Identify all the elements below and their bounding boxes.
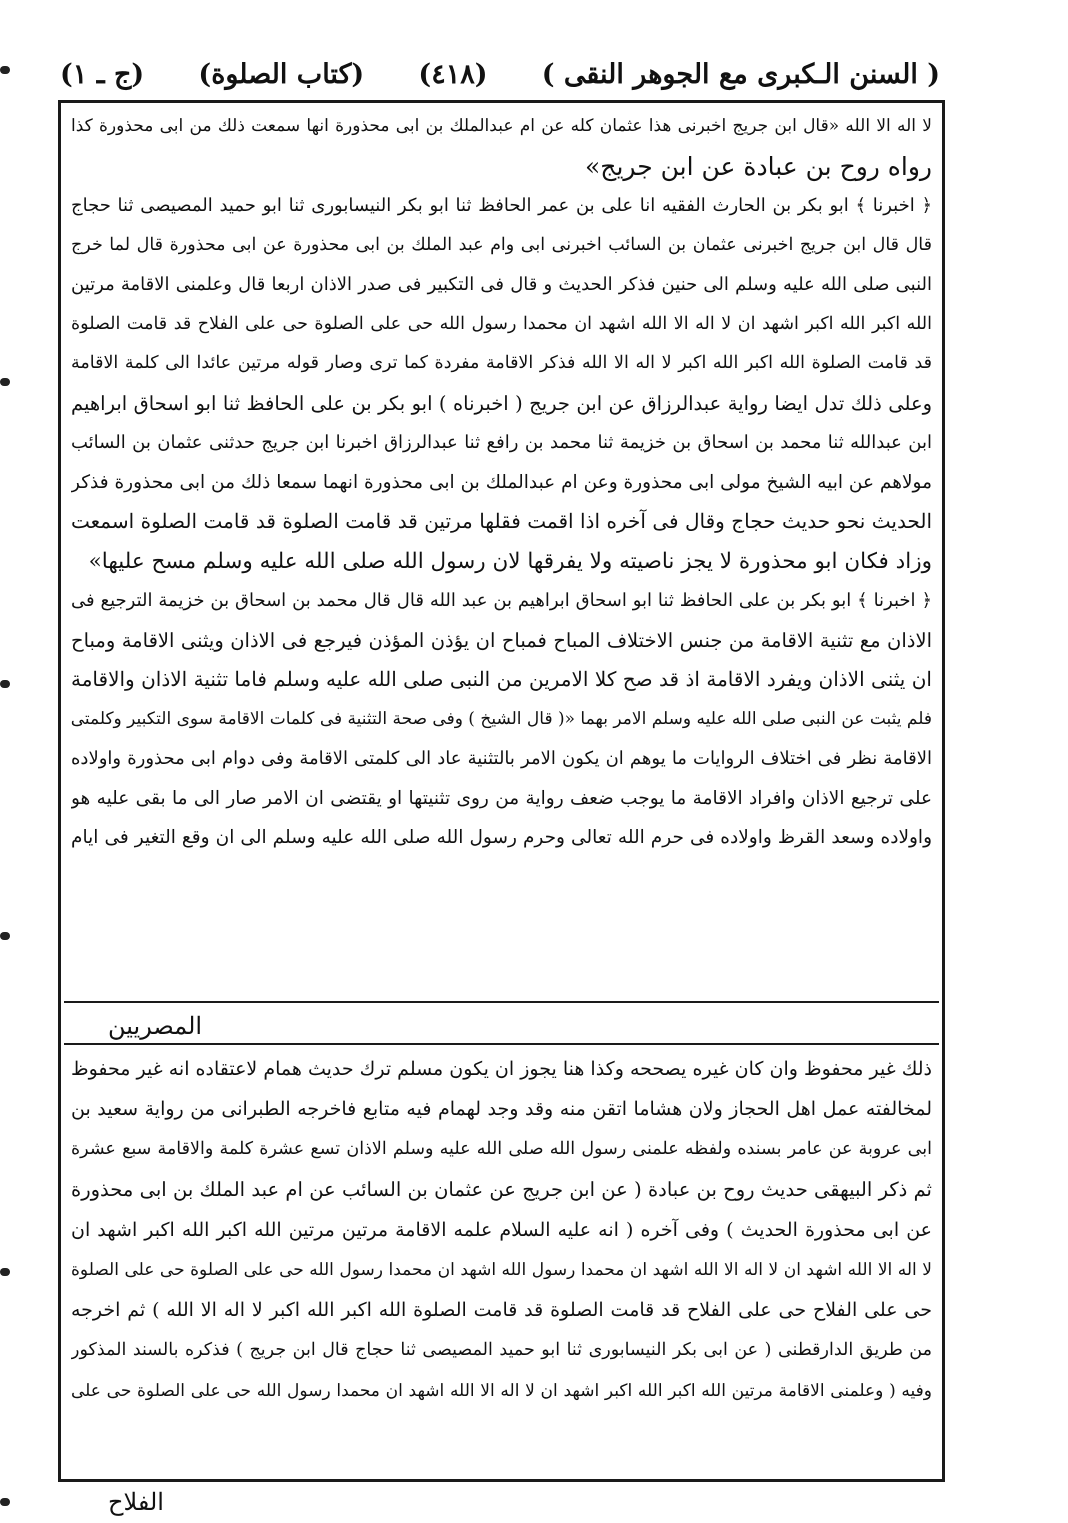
margin-mark	[0, 1498, 10, 1506]
text-line: قال قال ابن جريج اخبرنى عثمان بن السائب اخبرنى ابى وام عبد الملك بن ابى محذورة عن ابى محذورة قال لما خرج	[71, 234, 932, 255]
text-line: مولاهم عن ابيه الشيخ مولى ابى محذورة وعن ام عبدالملك بن ابى محذورة انهما سمعا ذلك من ابى محذورة فذكر	[71, 471, 932, 493]
main-text	[71, 107, 932, 999]
text-line: وزاد فكان ابو محذورة لا يجز ناصيته ولا يفرقها لان رسول الله صلى الله عليه وسلم مسح عليها»	[88, 548, 932, 574]
text-line: الاذان مع تثنية الاقامة من جنس الاختلاف المباح فمباح ان يؤذن المؤذن فيرجع فى الاذان ويثنى الاقامة ومباح	[71, 628, 932, 652]
text-line: واولاده وسعد القرظ واولاده فى حرم الله تعالى وحرم رسول الله صلى الله عليه وسلم الى ان وقع التغير فى ايام	[71, 827, 932, 848]
text-line: الحديث نحو حديث حجاج وقال فى آخره اذا اقمت فقلها مرتين قد قامت الصلوة قد قامت الصلوة اسمعت	[71, 509, 932, 533]
margin-mark	[0, 1268, 10, 1276]
text-line: لا اله الا الله «قال ابن جريج اخبرنى هذا عثمان كله عن ام عبدالملك بن ابى محذورة انها سمعت ذلك من ابى محذورة كذا	[71, 116, 932, 136]
text-line: فلم يثبت عن النبى صلى الله عليه وسلم الامر بهما «( قال الشيخ ) وفى صحة التثنية فى كلمات الاقامة سوى التكبير وكلمتى	[71, 708, 932, 729]
text-line: على ترجيع الاذان وافراد الاقامة ما يوجب ضعف رواية من روى تثنيتها او يقتضى ان الامر صار الى ما بقى عليه هو	[71, 787, 932, 809]
margin-mark	[0, 378, 10, 386]
text-line: ابن عبدالله ثنا محمد بن اسحاق بن خزيمة ثنا محمد بن رافع ثنا عبدالرزاق اخبرنا ابن جريج حدثنى عثمان بن السائب	[71, 432, 932, 453]
text-line: ثم ذكر البيهقى حديث روح بن عبادة ( عن ابن جريج عن عثمان بن السائب عن ام عبد الملك بن ابى محذورة	[71, 1177, 932, 1201]
margin-mark	[0, 66, 10, 74]
text-line: ﴿ اخبرنا ﴾ ابو بكر بن الحارث الفقيه انا على بن عمر الحافظ ثنا ابو بكر النيسابورى ثنا ابو حميد المصيصى ثنا حجاج	[71, 195, 932, 216]
text-line: رواه روح بن عبادة عن ابن جريج»	[585, 151, 932, 181]
text-line: ابى عروبة عن عامر بسنده ولفظه علمنى رسول الله صلى الله عليه وسلم الاذان تسع عشرة كلمة والاقامة سبع عشرة	[71, 1139, 932, 1160]
margin-mark	[0, 932, 10, 940]
text-line: النبى صلى الله عليه وسلم الى حنين فذكر الحديث و قال فى التكبير فى صدر الاذان اربعا قال وعلمنى الاقامة مرتين	[71, 274, 932, 295]
separator-rule	[64, 1001, 939, 1003]
text-line: الله اكبر الله اكبر اشهد ان لا اله الا الله اشهد ان محمدا رسول الله حى على الصلوة حى على الفلاح قد قامت الصلوة	[71, 313, 932, 334]
text-line: عن ابى محذورة الحديث ) وفى آخره ( انه عليه السلام علمه الاقامة مرتين مرتين الله اكبر الله اكبر اشهد ان	[71, 1218, 932, 1241]
text-line: حى على الفلاح حى على الفلاح قد قامت الصلوة قد قامت الصلوة الله اكبر الله اكبر لا اله الا الله ) ثم اخرجه	[71, 1299, 932, 1322]
book-title: ( السنن الـكبرى مع الجوهر النقى )	[541, 58, 940, 90]
text-line: الاقامة نظر فى اختلاف الروايات ما يوهم ان يكون الامر بالتثنية عاد الى كلمتى الاقامة وفى دوام ابى محذورة واولاده	[71, 748, 932, 769]
text-line: من طريق الدارقطنى ( عن ابى بكر النيسابورى ثنا ابو حميد المصيصى ثنا حجاج قال ابن جريج ) فذكره بالسند المذكور	[71, 1340, 932, 1361]
running-header	[60, 52, 940, 96]
page-number: (٤١٨)	[418, 58, 488, 90]
commentary-rule	[64, 1043, 939, 1045]
lower-catchword: الفلاح	[108, 1488, 164, 1516]
volume-number: (ج ـ ١)	[60, 58, 145, 90]
text-line: لا اله الا الله اشهد ان لا اله الا الله اشهد ان محمدا رسول الله اشهد ان محمدا رسول الله حى على الصلوة حى على الصلوة	[71, 1259, 932, 1280]
text-line: وفيه ( وعلمنى الاقامة مرتين الله اكبر الله اكبر اشهد ان لا اله الا الله اشهد ان محمدا رسول الله حى على الصلوة حى على	[71, 1380, 932, 1401]
text-line: ﴿ اخبرنا ﴾ ابو بكر بن على الحافظ ثنا ابو اسحاق ابراهيم بن عبد الله قال قال محمد بن اسحاق بن خزيمة الترجيع فى	[71, 590, 932, 611]
page-frame	[58, 100, 945, 1482]
text-line: ذلك غير محفوظ وان كان غيره يصححه وكذا هنا يجوز ان يكون مسلم ترك حديث همام لاعتقاده انه غير محفوظ	[71, 1058, 932, 1080]
text-line: لمخالفته عمل اهل الحجاز ولان هشاما اتقن منه وقد وجد لهمام فيه متابع فاخرجه الطبرانى من رواية سعيد بن	[71, 1098, 932, 1121]
chapter-title: (كتاب الصلوة)	[198, 58, 365, 90]
text-line: ان يثنى الاذان ويفرد الاقامة اذ قد صح كلا الامرين من النبى صلى الله عليه وسلم فاما تثنية الاذان والاقامة	[71, 667, 932, 691]
upper-catchword: المصريين	[108, 1012, 203, 1040]
text-line: وعلى ذلك تدل ايضا رواية عبدالرزاق عن ابن جريج ( اخبرناه ) ابو بكر بن على الحافظ ثنا ابو اسحاق ابراهيم	[71, 391, 932, 415]
text-line: قد قامت الصلوة الله اكبر الله اكبر لا اله الا الله فذكر الاقامة مفردة كما ترى وصار قوله مرتين عائدا الى كلمة الاقامة	[71, 353, 932, 373]
margin-mark	[0, 680, 10, 688]
commentary-text	[71, 1049, 932, 1417]
